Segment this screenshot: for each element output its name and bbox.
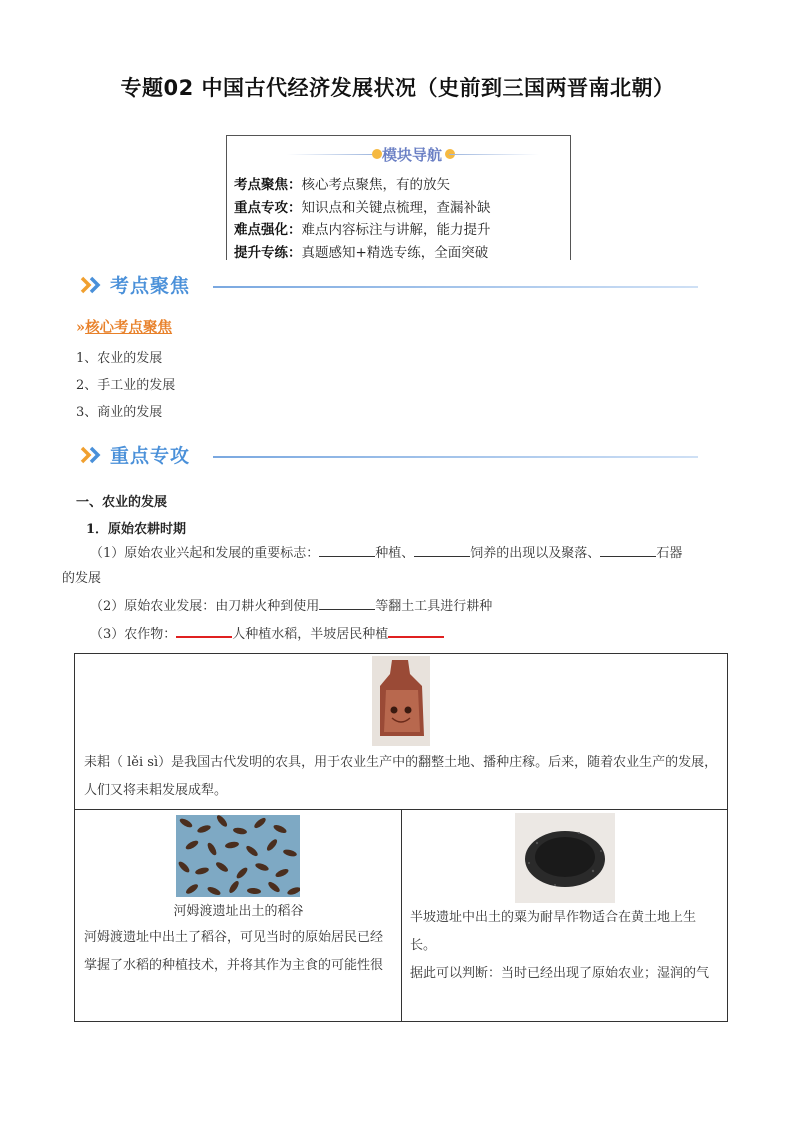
banpo-conclusion: 据此可以判断：当时已经出现了原始农业；湿润的气	[410, 966, 710, 981]
list-item: 1、农业的发展	[76, 351, 163, 366]
module-nav-header	[227, 144, 570, 164]
paragraph-3	[90, 622, 740, 647]
nav-item-label: 重点专攻：	[234, 199, 302, 216]
divider	[213, 456, 698, 458]
core-points-heading	[76, 316, 172, 337]
section-title: 考点聚焦	[110, 275, 191, 297]
text: 石器	[656, 546, 683, 561]
double-chevron-icon	[80, 276, 104, 294]
list-item: 3、商业的发展	[76, 405, 163, 420]
page-title: 专题02 中国古代经济发展状况（史前到三国两晋南北朝）	[120, 76, 675, 100]
fill-blank	[176, 624, 232, 638]
module-nav-item	[234, 242, 491, 265]
section-banner-key	[78, 440, 698, 470]
text: 种植、	[375, 546, 415, 561]
leisi-tool-image	[372, 656, 430, 746]
leisi-description: 耒耜（ lěi sì）是我国古代发明的农具，用于农业生产中的翻整土地、播种庄稼。后来，随着农业生产的发展，人们又将耒耜发展成犁。	[84, 755, 718, 798]
text: （3）农作物：	[90, 627, 177, 642]
heading-agriculture: 一、农业的发展	[76, 495, 168, 510]
fill-blank	[414, 543, 470, 557]
text: 的发展	[62, 571, 102, 586]
text: （1）原始农业兴起和发展的重要标志：	[90, 546, 320, 561]
text: 饲养的出现以及聚落、	[470, 546, 601, 561]
heading-primitive-farming: 1．原始农耕时期	[86, 522, 187, 537]
nav-item-label: 难点强化：	[234, 222, 302, 238]
content-table	[74, 653, 728, 1022]
nav-item-label: 提升专练：	[234, 244, 302, 261]
fill-blank	[319, 596, 375, 610]
divider	[449, 154, 539, 155]
chevron-icon: »	[76, 319, 86, 336]
text: 人种植水稻，半坡居民种植	[232, 627, 389, 642]
rice-grain-image	[176, 815, 300, 897]
banpo-description: 半坡遗址中出土的粟为耐旱作物适合在黄土地上生长。	[410, 910, 697, 953]
double-chevron-icon	[80, 446, 104, 464]
fill-blank	[319, 543, 375, 557]
hemudu-description: 河姆渡遗址中出土了稻谷，可见当时的原始居民已经掌握了水稻的种植技术，并将其作为主食的可能性很	[84, 930, 384, 973]
paragraph-2	[90, 594, 740, 619]
millet-image	[515, 813, 615, 903]
module-nav-box	[226, 135, 571, 260]
nav-item-text: 知识点和关键点梳理，查漏补缺	[301, 199, 491, 216]
module-nav-title: 模块导航	[381, 146, 442, 164]
core-points-title: 核心考点聚焦	[85, 319, 173, 336]
table-row	[75, 654, 727, 810]
paragraph-1	[62, 541, 726, 591]
module-nav-list	[234, 174, 491, 264]
fill-blank	[388, 624, 444, 638]
fill-blank	[600, 543, 656, 557]
module-nav-item	[234, 219, 491, 242]
nav-item-text: 真题感知+精选专练，全面突破	[301, 244, 489, 261]
section-banner-focus	[78, 270, 698, 300]
table-cell-hemudu	[75, 810, 402, 1022]
section-title: 重点专攻	[110, 445, 191, 467]
divider	[213, 286, 698, 288]
nav-item-text: 核心考点聚焦，有的放矢	[301, 177, 450, 193]
text: （2）原始农业发展：由刀耕火种到使用	[90, 599, 320, 614]
table-cell-banpo	[402, 810, 728, 1022]
module-nav-item	[234, 197, 491, 220]
module-nav-item	[234, 174, 491, 197]
text: 等翻土工具进行耕种	[375, 599, 493, 614]
list-item: 2、手工业的发展	[76, 378, 176, 393]
nav-item-text: 难点内容标注与讲解，能力提升	[301, 222, 491, 238]
nav-item-label: 考点聚焦：	[234, 177, 302, 193]
rice-caption: 河姆渡遗址出土的稻谷	[173, 904, 304, 919]
